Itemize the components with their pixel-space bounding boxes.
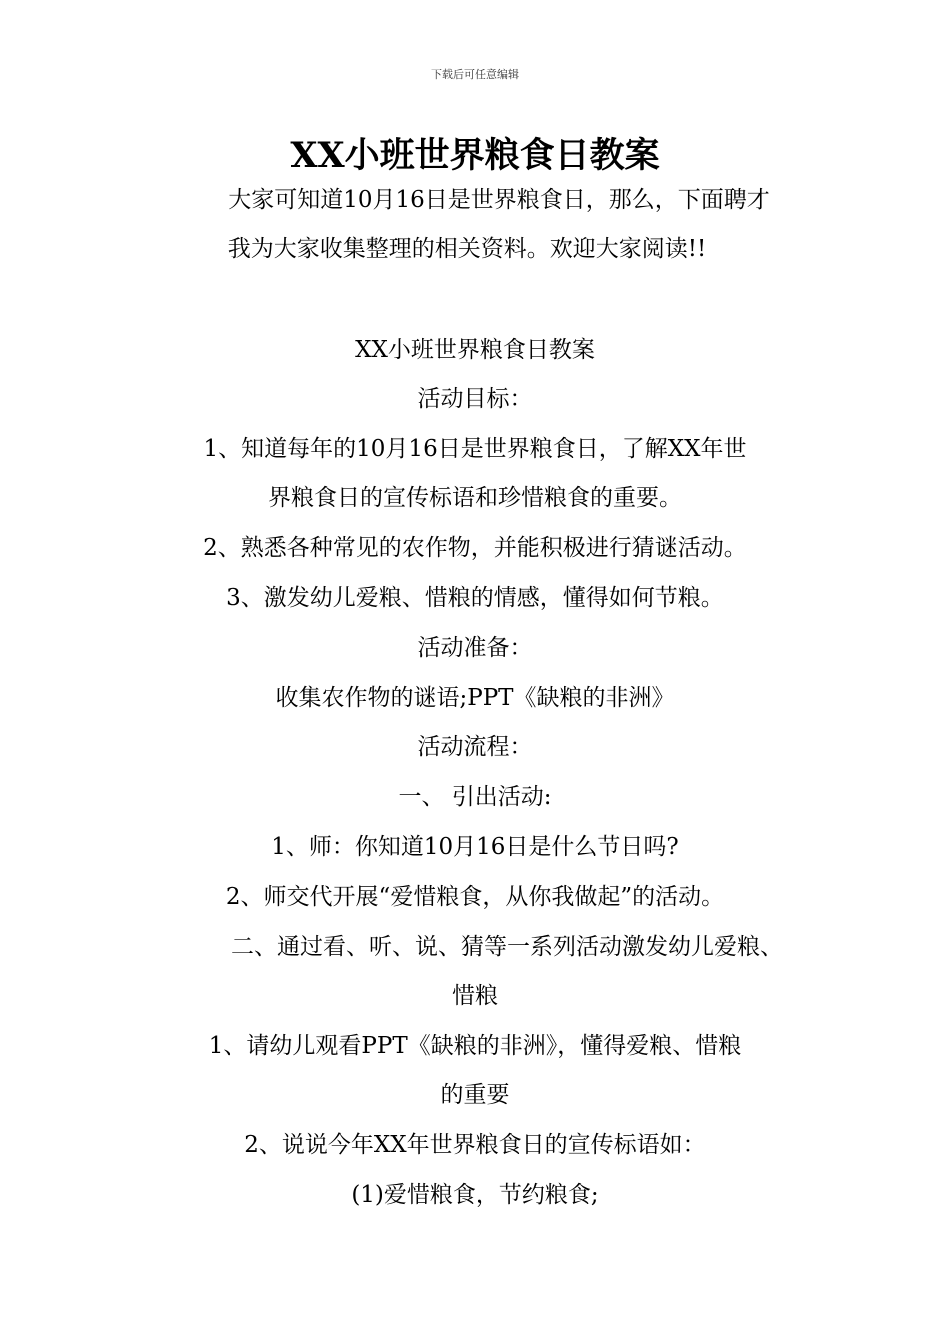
heading-activity-goals: 活动目标： — [417, 386, 533, 412]
goal-1-line-1: 1、知道每年的10月16日是世界粮食日，了解XX年世 — [203, 436, 747, 462]
step-one-heading: 一、 引出活动: — [398, 784, 552, 810]
heading-activity-process: 活动流程： — [417, 734, 533, 760]
prep-materials: 收集农作物的谜语;PPT《缺粮的非洲》 — [275, 685, 675, 711]
goal-2: 2、熟悉各种常见的农作物，并能积极进行猜谜活动。 — [203, 535, 747, 561]
step-one-item-2: 2、师交代开展“爱惜粮食，从你我做起”的活动。 — [225, 884, 725, 910]
step-two-item-1-line-1: 1、请幼儿观看PPT《缺粮的非洲》，懂得爱粮、惜粮 — [208, 1033, 742, 1059]
intro-line-2: 我为大家收集整理的相关资料。欢迎大家阅读!! — [227, 236, 707, 262]
heading-activity-prep: 活动准备： — [417, 635, 533, 661]
goal-3: 3、激发幼儿爱粮、惜粮的情感，懂得如何节粮。 — [226, 585, 724, 611]
step-one-item-1: 1、师：你知道10月16日是什么节日吗? — [271, 834, 679, 860]
page-header-note: 下载后可任意编辑 — [431, 68, 519, 81]
slogan-1: (1)爱惜粮食，节约粮食; — [351, 1182, 599, 1208]
goal-1-line-2: 界粮食日的宣传标语和珍惜粮食的重要。 — [268, 485, 682, 511]
section-title: XX小班世界粮食日教案 — [355, 337, 595, 363]
step-two-item-1-line-2: 的重要 — [440, 1082, 510, 1108]
intro-line-1: 大家可知道10月16日是世界粮食日，那么，下面聘才 — [228, 187, 770, 213]
step-two-item-2: 2、说说今年XX年世界粮食日的宣传标语如： — [244, 1132, 706, 1158]
document-title: XX小班世界粮食日教案 — [290, 135, 660, 176]
step-two-heading-line-2: 惜粮 — [452, 983, 498, 1009]
step-two-heading-line-1: 二、通过看、听、说、猜等一系列活动激发幼儿爱粮、 — [231, 934, 783, 960]
